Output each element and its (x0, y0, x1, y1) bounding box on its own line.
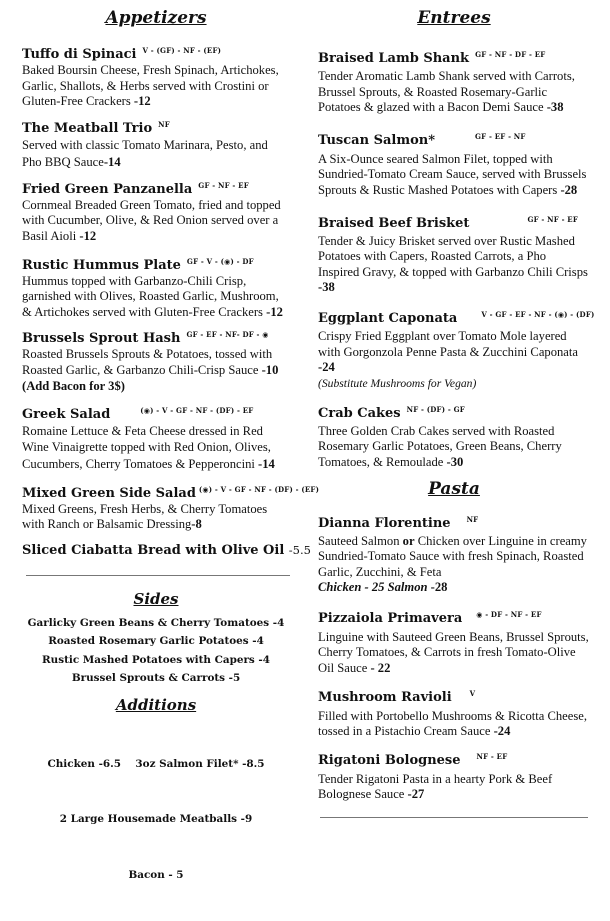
item-price: -24 (318, 360, 335, 375)
item-note: (Substitute Mushrooms for Vegan) (318, 376, 477, 390)
side-item: Garlicky Green Beans & Cherry Tomatoes -4 (27, 616, 285, 629)
menu-item (318, 511, 590, 596)
menu-item (22, 42, 290, 110)
item-description: Three Golden Crab Cakes served with Roasted Rosemary Garlic Potatoes, Green Beans, Cherry Tomatoes, & Remoulade (318, 423, 562, 469)
item-description: Hummus topped with Garbanzo-Chili Crisp, garnished with Olives, Roasted Garlic, Mushroom, & Artichokes served with Gluten-Free Crackers (22, 273, 279, 319)
sides-list (22, 614, 290, 688)
item-description: Linguine with Sauteed Green Beans, Brussel Sprouts, Cherry Tomatoes, & Carrots in fresh Tomato-Olive Oil Sauce (318, 629, 589, 676)
menu-item (22, 177, 290, 245)
diet-tags: NF - (DF) - GF (406, 404, 465, 414)
item-price: -14 (103, 154, 121, 169)
diet-tags: V (469, 688, 476, 698)
menu-item (22, 542, 311, 559)
item-name: Mushroom Ravioli (318, 689, 452, 705)
menu-item (22, 481, 320, 533)
item-description: Crispy Fried Eggplant over Tomato Mole layered with Gorgonzola Penne Pasta & Zucchini Caponata (318, 328, 578, 359)
item-description: Tender & Juicy Brisket served over Rustic Mashed Potatoes with Capers, Roasted Carrots, a Pho Inspired Gravy, & topped with Garbanzo Chili Crisps (318, 233, 588, 279)
menu-item (318, 748, 590, 803)
diet-tags: V - (GF) - NF - (EF) (142, 46, 222, 55)
diet-tags: (◉) - V - GF - NF - (DF) - (EF) (198, 484, 320, 494)
addition-item: Bacon - 5 (128, 868, 184, 881)
section-divider (26, 575, 290, 576)
item-description: Cornmeal Breaded Green Tomato, fried and topped with Cucumber, Olive, & Red Onion served over a Basil Aioli (22, 197, 281, 243)
item-price: -24 (493, 724, 511, 739)
menu-item (22, 326, 290, 394)
item-price-options: Chicken - 25 Salmon (318, 580, 428, 595)
item-price: -12 (79, 228, 97, 243)
diet-tags: ◉ - DF - NF - EF (476, 609, 542, 619)
item-price: -27 (407, 787, 425, 802)
item-price: -38 (546, 100, 564, 115)
item-name: Eggplant Caponata (318, 310, 458, 326)
diet-tags: NF - EF (476, 751, 508, 761)
item-price: -8 (191, 517, 202, 532)
item-description: Tender Rigatoni Pasta in a hearty Pork & Beef Bolognese Sauce (318, 771, 553, 802)
menu-item (22, 253, 290, 321)
side-item: Brussel Sprouts & Carrots -5 (71, 672, 241, 685)
menu-item (318, 685, 590, 740)
item-name: The Meatball Trio (22, 120, 153, 136)
item-price: - 22 (370, 661, 391, 676)
item-price: -28 (560, 182, 578, 197)
item-price: -10 (261, 362, 279, 377)
diet-tags: V - GF - EF - NF - (◉) - (DF) (481, 309, 595, 319)
item-name: Greek Salad (22, 407, 111, 423)
section-divider (320, 817, 588, 818)
side-item: Rustic Mashed Potatoes with Capers -4 (42, 653, 270, 666)
appetizers-heading: Appetizers (105, 8, 207, 28)
right-column (318, 8, 595, 818)
menu-item (318, 606, 590, 677)
item-name: Fried Green Panzanella (22, 181, 193, 197)
menu-item (318, 211, 590, 296)
item-name: Braised Lamb Shank (318, 51, 470, 66)
diet-tags: GF - EF - NF- DF - ◉ (186, 330, 269, 340)
diet-tags: NF (466, 514, 479, 524)
item-name: Brussels Sprout Hash (22, 331, 181, 347)
additions-list (22, 718, 290, 921)
item-price: -28 (430, 580, 448, 595)
item-description: A Six-Ounce seared Salmon Filet, topped with Sundried-Tomato Cream Sauce, served with Brussels Sprouts & Rustic Mashed Potatoes with Capers (318, 151, 587, 197)
addition-item: Chicken -6.5 3oz Salmon Filet* -8.5 (47, 757, 265, 770)
item-description: Romaine Lettuce & Feta Cheese dressed in Red Wine Vinaigrette topped with Red Onion, Olives, Cucumbers, Cherry Tomatoes & Pepperoncini (22, 424, 271, 471)
diet-tags: GF - EF - NF (475, 131, 526, 141)
item-name: Rustic Hummus Plate (22, 257, 181, 273)
item-description: Mixed Greens, Fresh Herbs, & Cherry Tomatoes with Ranch or Balsamic Dressing (22, 501, 268, 532)
item-price: -14 (258, 456, 275, 471)
diet-tags: NF (158, 119, 170, 129)
item-name: Crab Cakes (318, 405, 401, 421)
item-name: Tuscan Salmon* (318, 132, 435, 148)
item-name: Pizzaiola Primavera (318, 610, 463, 626)
diet-tags: GF - V - (◉) - DF (186, 256, 254, 266)
menu-item (22, 402, 290, 472)
item-name: Rigatoni Bolognese (318, 752, 461, 768)
menu-item (318, 306, 595, 391)
menu-item (318, 46, 590, 116)
menu-item (22, 116, 290, 171)
additions-heading: Additions (115, 695, 197, 714)
item-description-or: or (402, 533, 415, 548)
item-addon: (Add Bacon for 3$) (22, 378, 125, 393)
item-name: Mixed Green Side Salad (22, 485, 196, 501)
menu-item (318, 401, 590, 471)
item-description: Filled with Portobello Mushrooms & Ricotta Cheese, tossed in a Pistachio Cream Sauce (318, 708, 588, 739)
item-price: -12 (266, 304, 283, 319)
diet-tags: GF - NF - DF - EF (475, 50, 546, 59)
pasta-heading: Pasta (428, 478, 480, 499)
item-description: Tender Aromatic Lamb Shank served with Carrots, Brussel Sprouts, & Roasted Rosemary-Garlic Potatoes & glazed with a Bacon Demi Sauce (318, 69, 575, 115)
entrees-heading: Entrees (417, 8, 491, 28)
item-description: Roasted Brussels Sprouts & Potatoes, tossed with Roasted Garlic, & Garbanzo Chili-Crisp Sauce (22, 347, 273, 377)
item-price: -30 (446, 454, 464, 469)
diet-tags: GF - NF - EF (198, 180, 249, 190)
left-column (22, 8, 320, 921)
item-name: Sliced Ciabatta Bread with Olive Oil (22, 542, 285, 558)
side-item: Roasted Rosemary Garlic Potatoes -4 (48, 635, 264, 648)
diet-tags: (◉) - V - GF - NF - (DF) - EF (140, 406, 254, 416)
addition-item: 2 Large Housemade Meatballs -9 (59, 813, 253, 826)
sides-heading: Sides (133, 589, 179, 608)
item-description: Sauteed Salmon (318, 533, 400, 548)
menu-item (318, 128, 590, 199)
item-price: -38 (318, 280, 335, 295)
item-price: -5.5 (288, 542, 311, 557)
item-price: -12 (133, 94, 151, 109)
item-description: Served with classic Tomato Marinara, Pesto, and Pho BBQ Sauce (22, 137, 268, 169)
item-description: Baked Boursin Cheese, Fresh Spinach, Artichokes, Garlic, Shallots, & Herbs served with Crostini or Gluten-Free Crackers (22, 63, 279, 109)
item-name: Dianna Florentine (318, 515, 451, 531)
diet-tags: GF - NF - EF (527, 214, 579, 224)
item-description: Chicken over Linguine in creamy Sundried-Tomato Sauce with fresh Spinach, Roasted Garlic, Zucchini, & Feta (318, 533, 587, 579)
item-name: Tuffo di Spinaci (22, 47, 137, 62)
item-name: Braised Beef Brisket (318, 215, 470, 231)
